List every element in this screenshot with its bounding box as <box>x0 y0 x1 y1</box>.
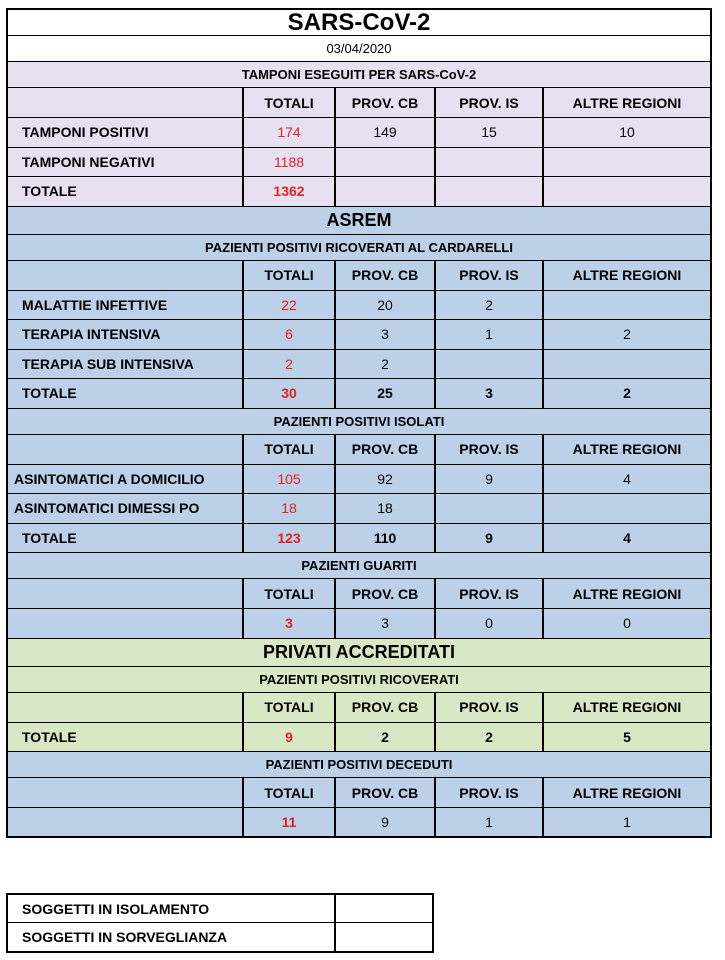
value-totali: 2 <box>242 350 334 379</box>
value-altre-regioni <box>542 494 710 523</box>
value-prov-cb: 2 <box>334 350 434 379</box>
value-totali: 22 <box>242 291 334 320</box>
soggetti-table <box>6 893 434 953</box>
value-prov-cb: 3 <box>334 320 434 349</box>
table-row <box>6 494 712 524</box>
column-header-row <box>6 435 712 465</box>
value-totali: 9 <box>242 723 334 752</box>
row-label: TOTALE <box>22 385 77 402</box>
row-label: TOTALE <box>22 728 77 745</box>
header-prov-is: PROV. IS <box>434 579 542 608</box>
header-totali: TOTALI <box>242 261 334 290</box>
value-prov-cb: 92 <box>334 465 434 494</box>
row-label: TAMPONI POSITIVI <box>22 124 149 141</box>
subsection-title: PAZIENTI POSITIVI RICOVERATI <box>259 671 459 687</box>
title-row <box>6 8 712 36</box>
column-header-row <box>6 778 712 808</box>
subsection-heading-guariti <box>6 553 712 579</box>
value-altre-regioni: 5 <box>542 723 710 752</box>
value-prov-is: 2 <box>434 723 542 752</box>
value-prov-is: 2 <box>434 291 542 320</box>
table-row <box>6 808 712 838</box>
date-row <box>6 36 712 62</box>
row-label: SOGGETTI IN ISOLAMENTO <box>22 900 210 917</box>
subsection-title: PAZIENTI POSITIVI DECEDUTI <box>265 757 453 772</box>
value-prov-cb: 25 <box>334 379 434 408</box>
header-prov-cb: PROV. CB <box>334 693 434 722</box>
subsection-heading-isolati <box>6 409 712 435</box>
row-label: TERAPIA SUB INTENSIVA <box>22 355 194 372</box>
table-row <box>6 609 712 639</box>
value-totali: 6 <box>242 320 334 349</box>
value-prov-cb: 110 <box>334 524 434 553</box>
column-header-row <box>6 261 712 291</box>
row-label: ASINTOMATICI DIMESSI PO <box>14 500 200 517</box>
header-altre-regioni: ALTRE REGIONI <box>542 579 710 608</box>
value-prov-cb: 3 <box>334 609 434 638</box>
value-prov-is: 15 <box>434 118 542 147</box>
table-row <box>6 118 712 148</box>
value-prov-is: 1 <box>434 320 542 349</box>
value-altre-regioni: 2 <box>542 320 710 349</box>
row-label <box>8 609 242 638</box>
header-prov-is: PROV. IS <box>434 435 542 464</box>
header-altre-regioni: ALTRE REGIONI <box>542 261 710 290</box>
header-prov-cb: PROV. CB <box>334 579 434 608</box>
table-row <box>6 291 712 321</box>
subsection-heading-deceduti <box>6 752 712 778</box>
value-prov-cb: 18 <box>334 494 434 523</box>
value-prov-is <box>434 177 542 206</box>
row-label: TOTALE <box>22 529 77 546</box>
section-heading-privati <box>6 639 712 667</box>
table-row <box>6 148 712 178</box>
row-label: SOGGETTI IN SORVEGLIANZA <box>22 929 228 945</box>
header-altre-regioni: ALTRE REGIONI <box>542 88 710 117</box>
value-totali: 11 <box>242 808 334 836</box>
table-row-total <box>6 379 712 409</box>
subsection-title: PAZIENTI GUARITI <box>301 558 417 573</box>
header-totali: TOTALI <box>242 693 334 722</box>
value-altre-regioni <box>542 350 710 379</box>
table-row <box>6 350 712 380</box>
value-prov-cb: 20 <box>334 291 434 320</box>
table-row-total <box>6 723 712 753</box>
column-header-row <box>6 88 712 118</box>
row-label: TAMPONI NEGATIVI <box>22 153 155 170</box>
header-totali: TOTALI <box>242 778 334 807</box>
value-prov-is <box>434 494 542 523</box>
value-altre-regioni: 2 <box>542 379 710 408</box>
value-prov-is <box>434 148 542 177</box>
header-label-blank <box>8 579 242 608</box>
value-altre-regioni: 10 <box>542 118 710 147</box>
value-totali: 30 <box>242 379 334 408</box>
value-prov-is: 0 <box>434 609 542 638</box>
value-prov-cb: 9 <box>334 808 434 836</box>
value-totali: 1362 <box>242 177 334 206</box>
header-prov-cb: PROV. CB <box>334 261 434 290</box>
table-row <box>6 465 712 495</box>
report-date: 03/04/2020 <box>326 41 392 56</box>
subsection-title: PAZIENTI POSITIVI RICOVERATI AL CARDARELLI <box>205 239 513 255</box>
header-prov-is: PROV. IS <box>434 693 542 722</box>
header-prov-cb: PROV. CB <box>334 435 434 464</box>
value-prov-cb <box>334 148 434 177</box>
value-prov-is: 3 <box>434 379 542 408</box>
value-totali: 3 <box>242 609 334 638</box>
value-prov-is <box>434 350 542 379</box>
header-prov-cb: PROV. CB <box>334 778 434 807</box>
report-sheet <box>6 8 712 838</box>
value-totali: 174 <box>242 118 334 147</box>
header-altre-regioni: ALTRE REGIONI <box>542 693 710 722</box>
value-prov-is: 1 <box>434 808 542 836</box>
row-label: TOTALE <box>22 183 77 200</box>
header-prov-is: PROV. IS <box>434 778 542 807</box>
column-header-row <box>6 579 712 609</box>
header-prov-cb: PROV. CB <box>334 88 434 117</box>
header-altre-regioni: ALTRE REGIONI <box>542 778 710 807</box>
row-label <box>8 808 242 836</box>
table-row <box>6 893 434 923</box>
row-label: MALATTIE INFETTIVE <box>22 296 168 313</box>
value-soggetti-sorveglianza <box>334 923 432 951</box>
value-prov-cb: 149 <box>334 118 434 147</box>
section-heading-tamponi <box>6 62 712 88</box>
header-totali: TOTALI <box>242 435 334 464</box>
header-label-blank <box>8 435 242 464</box>
section-heading-asrem <box>6 207 712 235</box>
header-label-blank <box>8 693 242 722</box>
value-altre-regioni: 1 <box>542 808 710 836</box>
subsection-heading-ricoverati <box>6 235 712 261</box>
value-totali: 123 <box>242 524 334 553</box>
value-totali: 18 <box>242 494 334 523</box>
value-totali: 105 <box>242 465 334 494</box>
section-title: PRIVATI ACCREDITATI <box>263 641 455 662</box>
header-label-blank <box>8 778 242 807</box>
value-prov-cb <box>334 177 434 206</box>
header-prov-is: PROV. IS <box>434 261 542 290</box>
table-row-total <box>6 177 712 207</box>
row-label: TERAPIA INTENSIVA <box>22 326 161 343</box>
value-prov-is: 9 <box>434 465 542 494</box>
header-label-blank <box>8 88 242 117</box>
value-prov-cb: 2 <box>334 723 434 752</box>
header-totali: TOTALI <box>242 579 334 608</box>
header-prov-is: PROV. IS <box>434 88 542 117</box>
column-header-row <box>6 693 712 723</box>
header-altre-regioni: ALTRE REGIONI <box>542 435 710 464</box>
table-row <box>6 320 712 350</box>
header-totali: TOTALI <box>242 88 334 117</box>
value-soggetti-isolamento <box>334 895 432 922</box>
value-altre-regioni <box>542 148 710 177</box>
row-label: ASINTOMATICI A DOMICILIO <box>14 470 205 487</box>
page-title: SARS-CoV-2 <box>287 10 431 35</box>
header-label-blank <box>8 261 242 290</box>
table-row <box>6 923 434 953</box>
table-row-total <box>6 524 712 554</box>
value-altre-regioni: 4 <box>542 524 710 553</box>
value-altre-regioni <box>542 291 710 320</box>
value-altre-regioni <box>542 177 710 206</box>
subsection-heading-ricoverati-privati <box>6 667 712 693</box>
value-altre-regioni: 0 <box>542 609 710 638</box>
value-altre-regioni: 4 <box>542 465 710 494</box>
value-totali: 1188 <box>242 148 334 177</box>
section-title: TAMPONI ESEGUITI PER SARS-CoV-2 <box>241 67 477 82</box>
subsection-title: PAZIENTI POSITIVI ISOLATI <box>273 413 445 429</box>
value-prov-is: 9 <box>434 524 542 553</box>
section-title: ASREM <box>326 209 392 230</box>
